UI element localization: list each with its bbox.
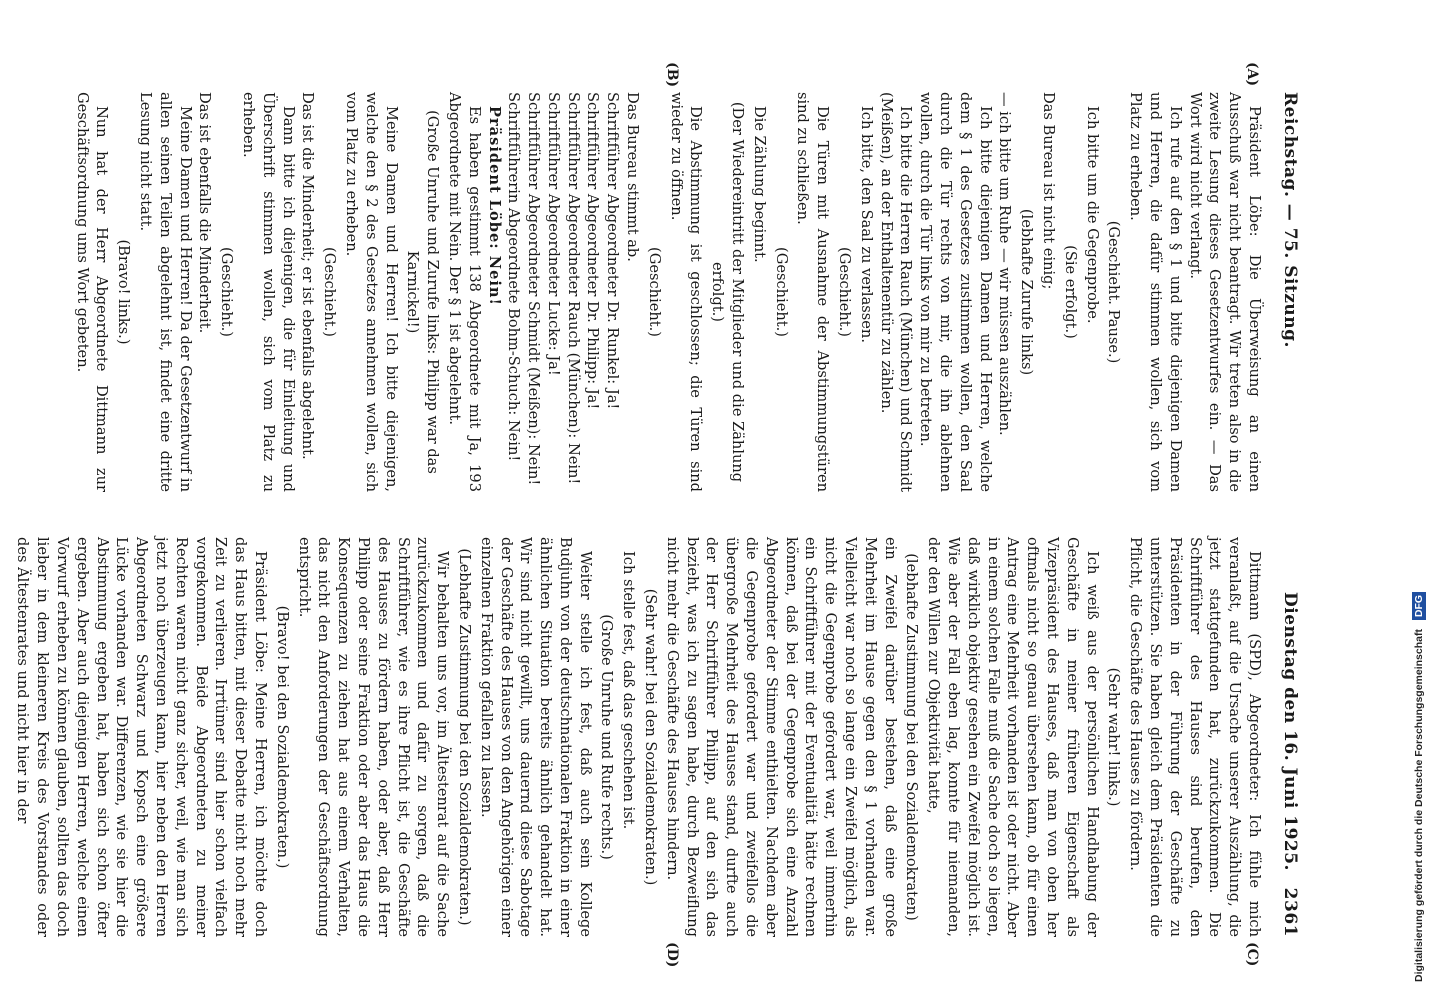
paragraph: Das ist die Minderheit; er ist ebenfalls abgelehnt. <box>299 92 317 460</box>
paragraph: Ich bitte die Herren Rauch (München) und Schmidt (Meißen), an der Enthaltenentür zu zählen. <box>877 92 915 492</box>
paragraph: Die Zählung beginnt. <box>750 106 768 263</box>
paragraph: Dann bitte ich diejenigen, die für Einleitung und Überschrift stimmen wollen, sich vom Platz zu erheben. <box>239 92 297 492</box>
vote-line: Schriftführer Abgeordneter Rauch (München): Nein! <box>564 92 582 485</box>
paragraph: Meine Damen und Herren! Da der Gesetzentwurf in allen seinen Teilen abgelehnt ist, findet eine dritte Lesung nicht statt. <box>136 92 194 492</box>
paragraph: Ich bitte diejenigen Damen und Herren, welche dem § 1 des Gesetzes zustimmen wollen, den Saal durch die Tür rechts von mir, die ihn ablehnen wollen, durch die Tür links von mir zu betreten. <box>917 92 994 492</box>
paragraph: ein Zweifel darüber bestehen, daß eine große Mehrheit im Hause gegen den § 1 vorhanden war. Vielleicht war noch so lange ein Zweifel möglich, als nicht die Gegenprobe gefordert war, weil immerhin ein Schriftführer mit der Eventualität hätte rechnen können, daß bei der Gegenprobe sich eine Anzahl Abgeordneter der Stimme enthielten. Nachdem aber die Gegenprobe gefordert war und zweifellos die übergroße Mehrheit des Hauses stand, durfte auch der Herr Schriftführer Philipp, auf den sich das bezieht, was ich zu sagen habe, durch Bezweiflung nicht mehr die Geschäfte des Hauses hindern. <box>663 537 899 937</box>
digitization-credit <box>1408 10 1430 990</box>
paragraph: Die Türen mit Ausnahme der Abstimmungstüren sind zu schließen. <box>794 92 832 492</box>
margin-mark-d: (D) <box>664 942 680 968</box>
paragraph: Das Bureau stimmt ab. <box>624 92 642 262</box>
stage-direction: (Geschieht.) <box>772 247 790 337</box>
speaker-line: Präsident Löbe: Nein! <box>485 106 503 306</box>
stage-direction: (Sehr wahr! links.) <box>1105 667 1123 807</box>
paragraph: Ich rufe auf den § 1 und bitte diejenigen Damen und Herren, die dafür stimmen wollen, sich vom Platz zu erheben. <box>1127 92 1184 492</box>
stage-direction: (lebhafte Zurufe links) <box>1018 208 1036 376</box>
stage-direction: (Geschieht.) <box>218 247 236 337</box>
left-column <box>73 92 1264 492</box>
stage-direction: (Große Unruhe und Zurufe links: Philipp war das Karnickel!) <box>404 110 442 474</box>
paragraph: Ich bitte um die Gegenprobe. <box>1083 106 1101 324</box>
paragraph: Ich weiß aus der persönlichen Handhabung der Geschäfte in meiner früheren Eigenschaft als Vizepräsident des Hauses, daß man von oben her oftmals nicht so genau übersehen kann, ob für einen Antrag eine Mehrheit vorhanden ist oder nicht. Aber in einem solchen Falle muß die Sache doch so liegen, daß wirklich objektiv gesehen ein Zweifel möglich ist. Wie aber der Fall eben lag, konnte für niemanden, der den Willen zur Objektivität hatte, <box>925 537 1101 937</box>
paragraph: — ich bitte um Ruhe — wir müssen auszählen. <box>996 92 1014 436</box>
paragraph: Die Abstimmung ist geschlossen; die Türen sind wieder zu öffnen. <box>667 92 705 492</box>
paragraph: Meine Damen und Herren! Ich bitte diejenigen, welche den § 2 des Gesetzes annehmen wollen, sich vom Platz zu erheben. <box>342 92 400 492</box>
stage-direction: (Geschieht.) <box>836 247 854 337</box>
paragraph: Ich bitte, den Saal zu verlassen. <box>857 106 875 343</box>
margin-mark-c: (C) <box>1244 942 1260 967</box>
paragraph: Präsident Löbe: Meine Herren, ich möchte doch das Haus bitten, mit dieser Debatte nicht noch mehr Zeit zu verlieren. Irrtümer sind hier schon vielfach vorgekommen. Beide Abgeordneten zu meiner Rechten waren nicht ganz sicher, weil, wie man sich jetzt noch überzeugen kann, hier neben den Herren Abgeordneten Schwarz und Kopsch eine größere Lücke vorhanden war. Differenzen, wie sie hier die Abstimmung ergeben hat, haben sich schon öfter ergeben. Aber auch diejenigen Herren, welche einen Vorwurf erheben zu können glauben, sollten das doch lieber in dem kleineren Kreis des Vorstandes oder des Ältestenrates und nicht hier in der <box>14 537 269 937</box>
vote-line: Schriftführer Abgeordneter Lucke: Ja! <box>544 92 562 376</box>
stage-direction: (Bravo! bei den Sozialdemokraten.) <box>273 605 291 869</box>
rotated-page <box>14 62 1300 968</box>
stage-direction: (Geschieht.) <box>645 247 663 337</box>
stage-direction: (Lebhafte Zustimmung bei den Sozialdemokraten.) <box>455 548 473 926</box>
paragraph: Dittmann (SPD), Abgeordneter: Ich fühle mich veranlaßt, auf die Ursache unserer Auszählung, die jetzt stattgefunden hat, zurückzukommen. Die Schriftführer des Hauses sind berufen, den Präsidenten in der Führung der Geschäfte zu unterstützen. Sie haben gleich dem Präsidenten die Pflicht, die Geschäfte des Hauses zu fördern. <box>1127 537 1263 937</box>
stage-direction: (Der Wiedereintritt der Mitglieder und die Zählung erfolgt.) <box>709 101 747 483</box>
vote-line: Schriftführer Abgeordneter Schmidt (Meißen): Nein! <box>525 92 543 486</box>
stage-direction: (Große Unruhe und Rufe rechts.) <box>598 614 616 860</box>
paragraph: Wir behalten uns vor, im Ältestenrat auf die Sache zurückzukommen und dafür zu sorgen, daß die Schriftführer, wie es ihre Pflicht ist, die Geschäfte des Hauses zu fördern haben, oder aber, daß Herr Philipp oder seine Fraktion oder aber das Haus die Konsequenzen zu ziehen hat aus einem Verhalten, das nicht den Anforderungen der Geschäftsordnung entspricht. <box>295 537 452 937</box>
stage-direction: (lebhafte Zustimmung bei den Sozialdemokraten) <box>903 553 921 921</box>
stage-direction: (Sie erfolgt.) <box>1061 245 1079 339</box>
margin-mark-b: (B) <box>664 62 680 88</box>
running-head-left: Reichstag. — 75. Sitzung. <box>1280 92 1300 348</box>
stage-direction: (Sehr wahr! bei den Sozialdemokraten.) <box>642 588 660 886</box>
paragraph: Es haben gestimmt 138 Abgeordnete mit Ja, 193 Abgeordnete mit Nein. Der § 1 ist abgelehnt. <box>445 92 483 492</box>
stage-direction: (Geschieht. Pause.) <box>1105 220 1123 364</box>
paragraph: Das Bureau ist nicht einig; <box>1040 92 1058 290</box>
right-column <box>14 537 1264 937</box>
vote-line: Schriftführer Abgeordneter Dr. Philipp: Ja! <box>584 92 602 410</box>
running-head-date: Dienstag den 16. Juni 1925. <box>1280 592 1300 871</box>
paragraph: Das ist ebenfalls die Minderheit. <box>196 92 214 334</box>
margin-mark-a: (A) <box>1244 62 1260 87</box>
credit-text: Digitalisierung gefördert durch die Deutsche Forschungsgemeinschaft <box>1413 629 1425 982</box>
credit-text-row <box>1408 2 1430 990</box>
stage-direction: (Bravo! links.) <box>115 239 133 345</box>
paragraph: Nun hat der Herr Abgeordnete Dittmann zur Geschäftsordnung ums Wort gebeten. <box>73 92 111 492</box>
dfg-logo: DFG <box>1412 592 1426 620</box>
page-number: 2361 <box>1280 887 1300 937</box>
vote-line: Schriftführer Abgeordneter Dr. Runkel: Ja! <box>604 92 622 410</box>
vote-line: Schriftführerin Abgeordnete Bohm-Schuch: Nein! <box>505 92 523 462</box>
paragraph: Weiter stelle ich fest, daß auch sein Kollege Budjuhn von der deutschnationalen Fraktion in einer ähnlichen Situation bereits ähnlich gehandelt hat. Wir sind nicht gewillt, uns dauernd diese Sabotage der Geschäfte des Hauses von den Angehörigen einer einzelnen Fraktion gefallen zu lassen. <box>477 537 594 937</box>
paragraph: Präsident Löbe: Die Überweisung an einen Ausschuß war nicht beantragt. Wir treten also in die zweite Lesung dieses Gesetzentwurfes ein. — Das Wort wird nicht verlangt. <box>1186 92 1263 492</box>
stage-direction: (Geschieht.) <box>321 247 339 337</box>
running-head <box>1274 92 1300 937</box>
paragraph: Ich stelle fest, daß das geschehen ist. <box>620 551 638 830</box>
